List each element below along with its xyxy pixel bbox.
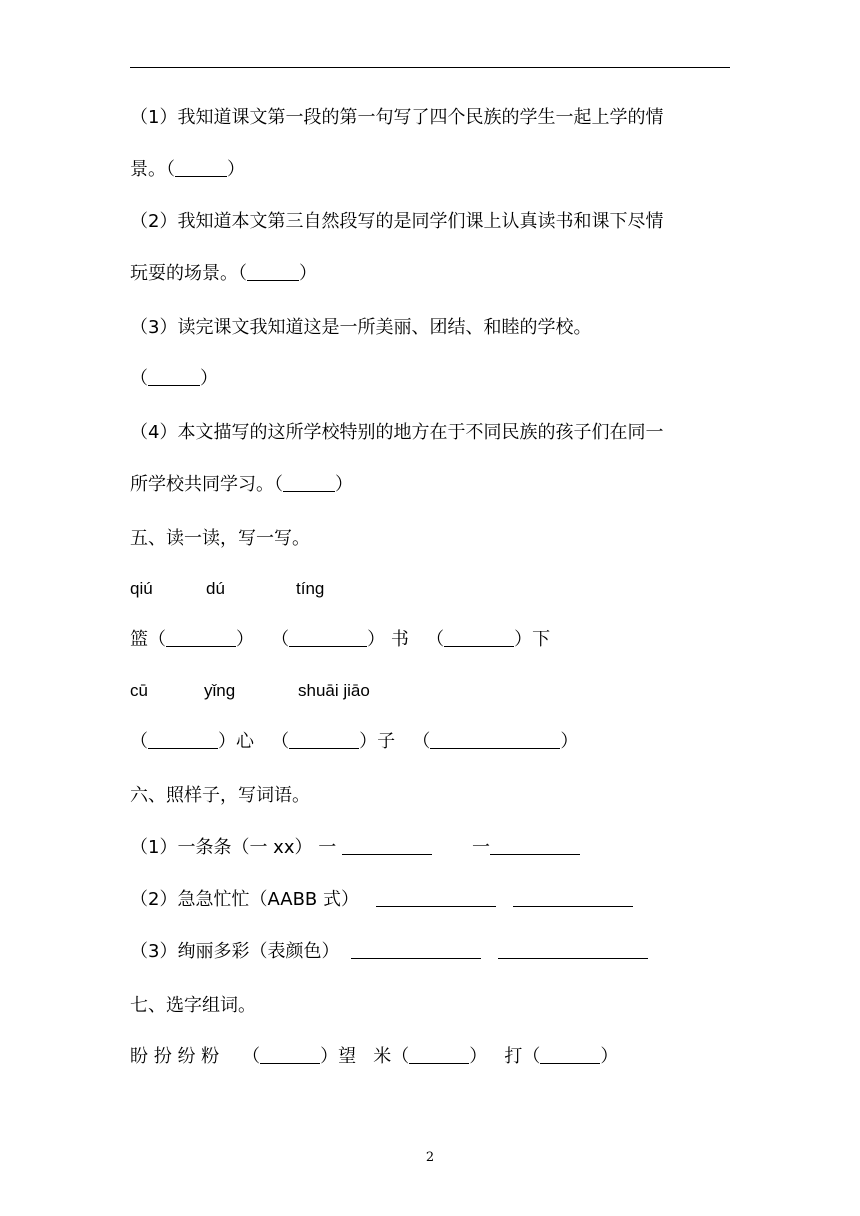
item-1-line-2: 景。（ ） [130, 159, 245, 180]
answer-blank[interactable] [351, 940, 481, 959]
answer-blank[interactable] [513, 888, 633, 907]
item-2-line-2: 玩耍的场景。（ ） [130, 263, 317, 284]
answer-blank[interactable] [444, 628, 514, 647]
section-7-row: 盼 扮 纷 粉 （ ）望 米（ ） 打（ ） [130, 1046, 619, 1067]
pinyin: tíng [296, 579, 325, 598]
answer-blank[interactable] [247, 262, 299, 281]
answer-blank[interactable] [260, 1045, 320, 1064]
pinyin: shuāi jiāo [298, 681, 370, 700]
section-6-title: 六、照样子，写词语。 [130, 785, 310, 806]
answer-blank[interactable] [430, 730, 560, 749]
item-4-line-1: （4）本文描写的这所学校特别的地方在于不同民族的孩子们在同一 [130, 422, 664, 443]
item-1-line-1: （1）我知道课文第一段的第一句写了四个民族的学生一起上学的情 [130, 107, 664, 128]
answer-blank[interactable] [175, 158, 227, 177]
item-2-line-1: （2）我知道本文第三自然段写的是同学们课上认真读书和课下尽情 [130, 211, 664, 232]
answer-blank[interactable] [342, 836, 432, 855]
item-3-line-2: （ ） [130, 368, 218, 389]
section-6-q1: （1）一条条（一 xx） 一 一 [130, 836, 580, 860]
section-5-row-2: （ ）心 （ ）子 （ ） [130, 731, 579, 752]
answer-blank[interactable] [166, 628, 236, 647]
section-5-row-1: 篮（ ） （ ） 书 （ ）下 [130, 629, 551, 650]
answer-blank[interactable] [283, 473, 335, 492]
section-6-q3: （3）绚丽多彩（表颜色） [130, 940, 648, 964]
item-3-line-1: （3）读完课文我知道这是一所美丽、团结、和睦的学校。 [130, 317, 592, 338]
answer-blank[interactable] [498, 940, 648, 959]
answer-blank[interactable] [409, 1045, 469, 1064]
item-4-line-2: 所学校共同学习。（ ） [130, 474, 353, 495]
section-6-q2: （2）急急忙忙（AABB 式） [130, 888, 633, 912]
pinyin: qiú [130, 579, 153, 598]
pinyin: yǐng [204, 681, 236, 700]
answer-blank[interactable] [148, 730, 218, 749]
page-number: 2 [425, 1150, 435, 1165]
answer-blank[interactable] [540, 1045, 600, 1064]
pinyin: dú [206, 579, 225, 598]
section-5-title: 五、读一读，写一写。 [130, 528, 310, 549]
answer-blank[interactable] [376, 888, 496, 907]
section-7-title: 七、选字组词。 [130, 995, 256, 1016]
answer-blank[interactable] [289, 730, 359, 749]
answer-blank[interactable] [490, 836, 580, 855]
answer-blank[interactable] [289, 628, 367, 647]
answer-blank[interactable] [148, 367, 200, 386]
pinyin: cū [130, 681, 148, 700]
header-rule [130, 67, 730, 68]
